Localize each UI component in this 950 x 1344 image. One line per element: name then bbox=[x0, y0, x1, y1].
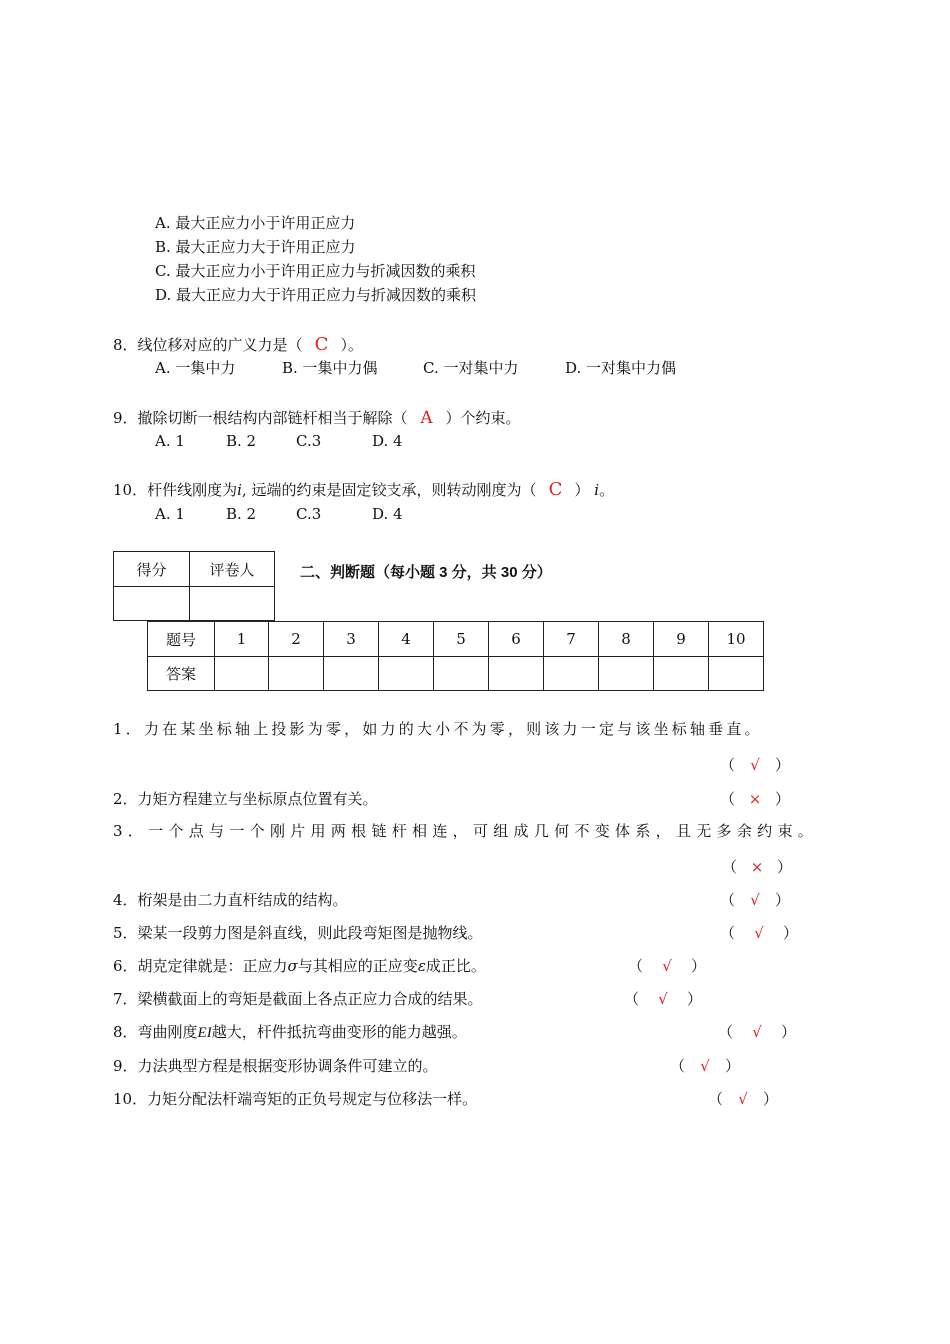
judgment-5-answer: （ √ ） bbox=[720, 924, 799, 942]
q9-stem-text: 9．撤除切断一根结构内部链杆相当于解除（ bbox=[113, 409, 408, 427]
check-icon: √ bbox=[700, 1057, 710, 1075]
check-icon: √ bbox=[662, 957, 672, 975]
judgment-10-text: 10．力矩分配法杆端弯矩的正负号规定与位移法一样。 bbox=[113, 1090, 478, 1108]
grid-number: 7 bbox=[544, 622, 599, 657]
judgment-8-part-b: 越大，杆件抵抗弯曲变形的能力越强。 bbox=[211, 1023, 467, 1041]
grid-number: 2 bbox=[269, 622, 324, 657]
judgment-6-part-b: 与其相应的正应变 bbox=[297, 957, 418, 975]
grid-number: 6 bbox=[489, 622, 544, 657]
q7-option-d: D. 最大正应力大于许用正应力与折减因数的乘积 bbox=[155, 286, 477, 304]
score-label: 得分 bbox=[114, 552, 190, 587]
q7-option-c: C. 最大正应力小于许用正应力与折减因数的乘积 bbox=[155, 262, 476, 280]
grid-number: 5 bbox=[434, 622, 489, 657]
judgment-7-text: 7．梁横截面上的弯矩是截面上各点正应力合成的结果。 bbox=[113, 990, 483, 1008]
q10-stem-mid: , 远端的约束是固定铰支承，则转动刚度为（ bbox=[241, 481, 537, 499]
judgment-10-answer: （ √ ） bbox=[708, 1090, 779, 1108]
answer-cell[interactable] bbox=[709, 657, 764, 691]
judgment-8-answer: （ √ ） bbox=[718, 1023, 797, 1041]
answer-cell[interactable] bbox=[324, 657, 379, 691]
score-box bbox=[113, 551, 275, 621]
cross-icon: × bbox=[748, 790, 762, 808]
answer-grid-answer-label: 答案 bbox=[148, 657, 215, 691]
q10-option-c: C.3 bbox=[296, 505, 322, 523]
answer-cell[interactable] bbox=[434, 657, 489, 691]
judgment-8-text bbox=[113, 1022, 467, 1043]
check-icon: √ bbox=[754, 924, 764, 942]
check-icon: √ bbox=[750, 756, 760, 774]
grid-number: 1 bbox=[215, 622, 269, 657]
epsilon-symbol: ε bbox=[417, 957, 426, 975]
q9-option-d: D. 4 bbox=[372, 432, 403, 450]
judgment-6-text bbox=[113, 956, 486, 976]
check-icon: √ bbox=[658, 990, 668, 1008]
q9-stem bbox=[113, 408, 521, 428]
judgment-8-part-a: 8．弯曲刚度 bbox=[113, 1023, 198, 1041]
judgment-9-text: 9．力法典型方程是根据变形协调条件可建立的。 bbox=[113, 1057, 438, 1075]
judgment-2-answer: （ × ） bbox=[720, 790, 791, 808]
q8-option-d: D. 一对集中力偶 bbox=[565, 359, 677, 377]
q8-stem-end: ）。 bbox=[340, 336, 364, 354]
judgment-3-answer: （ × ） bbox=[722, 858, 793, 876]
answer-grid-number-label: 题号 bbox=[148, 622, 215, 657]
answer-cell[interactable] bbox=[379, 657, 434, 691]
grid-number: 8 bbox=[599, 622, 654, 657]
q7-option-a: A. 最大正应力小于许用正应力 bbox=[155, 214, 356, 232]
q8-answer: C bbox=[314, 334, 329, 355]
q8-option-c: C. 一对集中力 bbox=[423, 359, 519, 377]
judgment-6-answer: （ √ ） bbox=[628, 957, 707, 975]
judgment-1-answer: （ √ ） bbox=[720, 756, 791, 774]
judgment-6-part-a: 6．胡克定律就是：正应力 bbox=[113, 957, 288, 975]
q8-stem-text: 8．线位移对应的广义力是（ bbox=[113, 336, 303, 354]
q10-var-i: i bbox=[237, 481, 242, 499]
q8-stem bbox=[113, 335, 363, 355]
judgment-1-text: 1．力在某坐标轴上投影为零，如力的大小不为零，则该力一定与该坐标轴垂直。 bbox=[113, 720, 763, 738]
judgment-7-answer: （ √ ） bbox=[624, 990, 703, 1008]
check-icon: √ bbox=[738, 1090, 748, 1108]
grid-number: 10 bbox=[709, 622, 764, 657]
cross-icon: × bbox=[750, 858, 764, 876]
judgment-5-text: 5．梁某一段剪力图是斜直线，则此段弯矩图是抛物线。 bbox=[113, 924, 483, 942]
q9-answer: A bbox=[420, 408, 433, 428]
answer-grid-number-row bbox=[148, 622, 764, 657]
judgment-4-text: 4．桁架是由二力直杆结成的结构。 bbox=[113, 891, 348, 909]
answer-grid bbox=[147, 621, 764, 691]
answer-cell[interactable] bbox=[654, 657, 709, 691]
sigma-symbol: σ bbox=[287, 957, 298, 975]
judgment-6-part-c: 成正比。 bbox=[425, 957, 486, 975]
q9-option-a: A. 1 bbox=[155, 432, 185, 450]
grid-number: 3 bbox=[324, 622, 379, 657]
EI-symbol: EI bbox=[197, 1025, 212, 1041]
grader-cell[interactable] bbox=[190, 587, 275, 621]
grader-label: 评卷人 bbox=[190, 552, 275, 587]
answer-cell[interactable] bbox=[544, 657, 599, 691]
judgment-3-text: 3．一个点与一个刚片用两根链杆相连，可组成几何不变体系，且无多余约束。 bbox=[113, 822, 819, 840]
q9-option-b: B. 2 bbox=[226, 432, 257, 450]
judgment-9-answer: （ √ ） bbox=[670, 1057, 741, 1075]
judgment-4-answer: （ √ ） bbox=[720, 891, 791, 909]
answer-cell[interactable] bbox=[489, 657, 544, 691]
q10-stem-text: 10．杆件线刚度为 bbox=[113, 481, 238, 499]
q9-stem-end: ）个约束。 bbox=[445, 409, 521, 427]
section-title: 二、判断题（每小题 3 分，共 30 分） bbox=[300, 564, 552, 581]
q10-stem bbox=[113, 480, 614, 500]
grid-number: 9 bbox=[654, 622, 709, 657]
judgment-2-text: 2．力矩方程建立与坐标原点位置有关。 bbox=[113, 790, 378, 808]
q10-var-i-2: i bbox=[594, 481, 600, 499]
answer-cell[interactable] bbox=[215, 657, 269, 691]
answer-cell[interactable] bbox=[599, 657, 654, 691]
answer-cell[interactable] bbox=[269, 657, 324, 691]
q10-option-d: D. 4 bbox=[372, 505, 403, 523]
q10-option-a: A. 1 bbox=[155, 505, 185, 523]
q10-answer: C bbox=[548, 479, 563, 500]
q7-option-b: B. 最大正应力大于许用正应力 bbox=[155, 238, 356, 256]
q9-option-c: C.3 bbox=[296, 432, 322, 450]
answer-grid-answer-row bbox=[148, 657, 764, 691]
check-icon: √ bbox=[750, 891, 760, 909]
q10-stem-end: 。 bbox=[599, 481, 615, 499]
check-icon: √ bbox=[752, 1023, 762, 1041]
q8-option-a: A. 一集中力 bbox=[155, 359, 236, 377]
q10-option-b: B. 2 bbox=[226, 505, 257, 523]
q10-stem-close: ） bbox=[574, 481, 590, 499]
score-cell[interactable] bbox=[114, 587, 190, 621]
q8-option-b: B. 一集中力偶 bbox=[282, 359, 378, 377]
grid-number: 4 bbox=[379, 622, 434, 657]
